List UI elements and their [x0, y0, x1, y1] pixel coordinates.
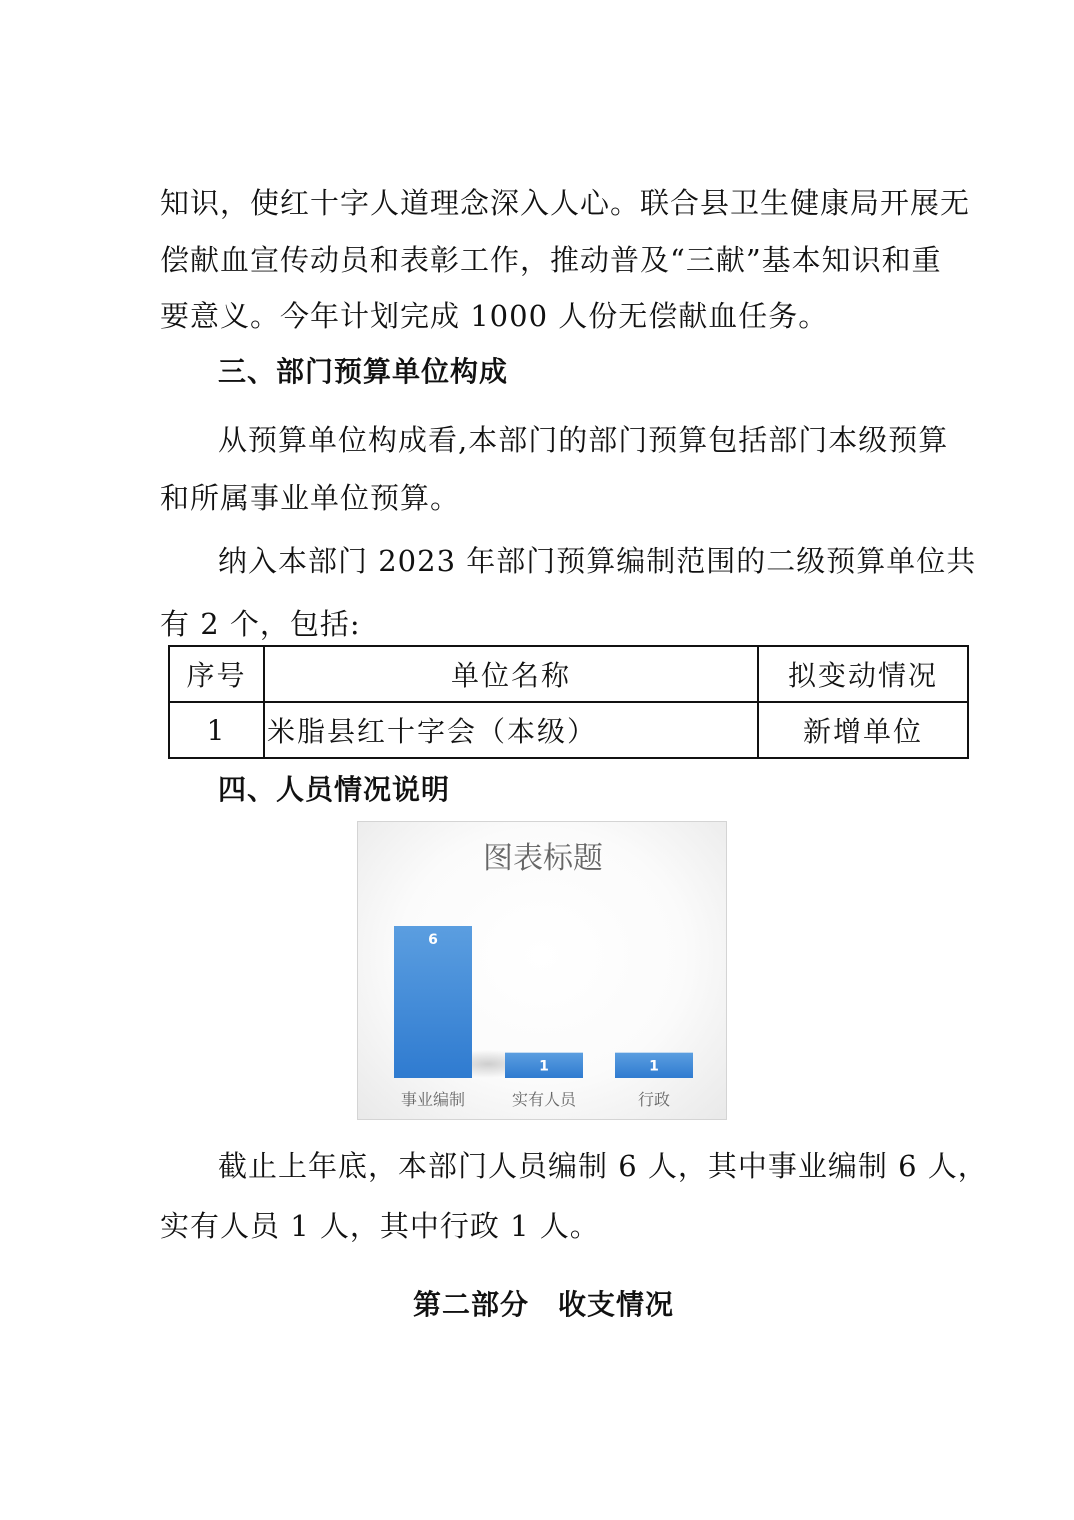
- intro-line-3: 要意义。今年计划完成 1000 人份无偿献血任务。: [160, 299, 829, 333]
- bar-事业编制: [394, 926, 472, 1078]
- table-row: [169, 702, 968, 758]
- row-index: 1: [169, 702, 264, 758]
- table-header-row: [169, 646, 968, 702]
- staff-line-2: 实有人员 1 人，其中行政 1 人。: [160, 1209, 600, 1243]
- intro-line-1: 知识，使红十字人道理念深入人心。联合县卫生健康局开展无: [160, 186, 971, 220]
- scope-line-2: 有 2 个，包括:: [160, 607, 361, 641]
- section-4-heading: 四、人员情况说明: [218, 773, 451, 806]
- budget-units-table: [168, 645, 969, 759]
- category-label: 事业编制: [400, 1090, 466, 1109]
- header-index: 序号: [169, 646, 264, 702]
- bar-value-label: 6: [428, 932, 438, 948]
- intro-line-2: 偿献血宣传动员和表彰工作，推动普及“三献”基本知识和重: [160, 243, 942, 277]
- section-3-heading: 三、部门预算单位构成: [218, 355, 509, 388]
- header-change-status: 拟变动情况: [758, 646, 968, 702]
- row-change-status: 新增单位: [758, 702, 968, 758]
- bar-value-label: 1: [539, 1058, 549, 1075]
- category-label: 行政: [637, 1090, 671, 1109]
- row-unit-name: 米脂县红十字会（本级）: [264, 702, 758, 758]
- scope-line-1: 纳入本部门 2023 年部门预算编制范围的二级预算单位共: [218, 544, 977, 578]
- part-2-heading: 第二部分 收支情况: [413, 1288, 675, 1321]
- staff-line-1: 截止上年底，本部门人员编制 6 人，其中事业编制 6 人，: [218, 1149, 988, 1183]
- staff-bar-chart: [357, 821, 727, 1120]
- header-unit-name: 单位名称: [264, 646, 758, 702]
- category-label: 实有人员: [511, 1090, 577, 1109]
- bar-value-label: 1: [649, 1058, 659, 1075]
- chart-svg: [358, 822, 728, 1121]
- composition-line-2: 和所属事业单位预算。: [160, 481, 461, 515]
- chart-title: 图表标题: [483, 841, 603, 876]
- composition-line-1: 从预算单位构成看,本部门的部门预算包括部门本级预算: [218, 423, 949, 457]
